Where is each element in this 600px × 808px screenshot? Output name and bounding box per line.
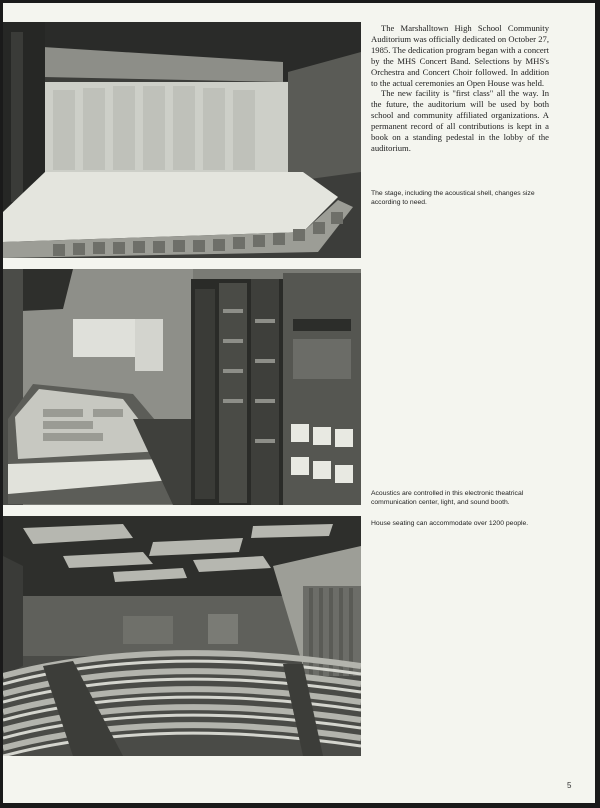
article-paragraph-2: The new facility is "first class" all the way. In the future, the auditorium will be used by both school and community affiliated organizations. A permanent record of all contributions is kept in a book on a standing pedestal in the lobby of the auditorium. bbox=[371, 88, 549, 153]
article-paragraph-1: The Marshalltown High School Community Auditorium was officially dedicated on October 27, 1985. The dedication program began with a concert by the MHS Concert Band. Selections by MHS's Orchestra and Concert Choir followed. In addition to the actual ceremonies an Open House was held. bbox=[371, 23, 549, 88]
page-number: 5 bbox=[567, 781, 572, 790]
article-body bbox=[371, 23, 549, 154]
control-room-caption: Acoustics are controlled in this electronic theatrical communication center, light, and sound booth. bbox=[371, 490, 524, 506]
seating-caption: House seating can accommodate over 1200 people. bbox=[371, 520, 529, 527]
stage-caption: The stage, including the acoustical shell, changes size according to need. bbox=[371, 190, 535, 206]
stage-photo bbox=[3, 22, 361, 258]
yearbook-page bbox=[3, 3, 595, 803]
seating-photo bbox=[3, 516, 361, 756]
control-room-photo bbox=[3, 269, 361, 505]
